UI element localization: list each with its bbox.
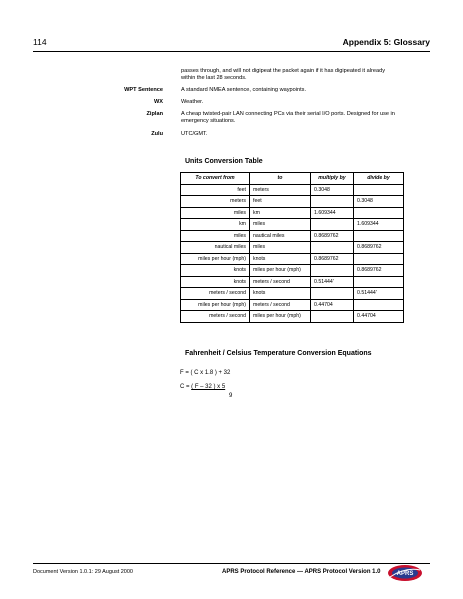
table-cell: meters bbox=[250, 184, 311, 196]
table-cell: km bbox=[181, 219, 250, 231]
equation-c-prefix: C = bbox=[180, 384, 192, 390]
column-header: to bbox=[250, 173, 311, 185]
glossary-definition: emergency situations. bbox=[181, 118, 236, 124]
table-cell bbox=[311, 242, 354, 254]
table-cell: meters / second bbox=[181, 288, 250, 300]
table-cell: nautical miles bbox=[250, 230, 311, 242]
equation-c bbox=[180, 384, 225, 390]
glossary-term: Ziplan bbox=[146, 111, 163, 117]
table-row bbox=[181, 276, 404, 288]
table-cell: 0.8689762 bbox=[354, 242, 404, 254]
table-row bbox=[181, 265, 404, 277]
table-cell: 0.51444' bbox=[311, 276, 354, 288]
glossary-entry bbox=[33, 87, 430, 95]
table-cell: knots bbox=[181, 265, 250, 277]
equation-c-numerator: ( F – 32 ) x 5 bbox=[191, 384, 226, 390]
table-cell: miles per hour (mph) bbox=[250, 311, 311, 323]
table-cell: meters / second bbox=[250, 299, 311, 311]
table-row bbox=[181, 207, 404, 219]
table-cell: feet bbox=[250, 196, 311, 208]
footer-rule bbox=[33, 563, 430, 564]
table-cell: 0.8689762 bbox=[311, 253, 354, 265]
table-cell bbox=[354, 299, 404, 311]
table-cell: meters / second bbox=[181, 311, 250, 323]
table-cell: meters bbox=[181, 196, 250, 208]
table-cell: feet bbox=[181, 184, 250, 196]
header-rule bbox=[33, 51, 430, 52]
units-table-title: Units Conversion Table bbox=[185, 158, 263, 165]
table-cell: miles per hour (mph) bbox=[250, 265, 311, 277]
table-cell: km bbox=[250, 207, 311, 219]
table-row bbox=[181, 299, 404, 311]
continuation-line: within the last 28 seconds. bbox=[181, 75, 247, 81]
table-cell: miles bbox=[250, 242, 311, 254]
table-cell: miles per hour (mph) bbox=[181, 253, 250, 265]
table-row bbox=[181, 253, 404, 265]
table-row bbox=[181, 288, 404, 300]
glossary-definition: Weather. bbox=[181, 99, 204, 105]
table-row bbox=[181, 242, 404, 254]
units-conversion-table bbox=[180, 172, 404, 323]
column-header: To convert from bbox=[181, 173, 250, 185]
table-cell: miles bbox=[250, 219, 311, 231]
glossary-entry bbox=[33, 99, 430, 107]
temperature-title: Fahrenheit / Celsius Temperature Conversion Equations bbox=[185, 350, 372, 357]
table-cell: knots bbox=[181, 276, 250, 288]
table-row bbox=[181, 196, 404, 208]
table-row bbox=[181, 219, 404, 231]
table-cell: 0.8689762 bbox=[311, 230, 354, 242]
table-row bbox=[181, 311, 404, 323]
logo-text: APRS bbox=[396, 571, 414, 577]
document-version: Document Version 1.0.1: 29 August 2000 bbox=[33, 569, 133, 575]
table-cell: knots bbox=[250, 253, 311, 265]
table-cell bbox=[354, 207, 404, 219]
table-cell: 0.8689762 bbox=[354, 265, 404, 277]
aprs-logo bbox=[387, 564, 423, 582]
continuation-line: passes through, and will not digipeat the packet again if it has digipeated it already bbox=[181, 68, 385, 74]
table-cell bbox=[354, 184, 404, 196]
equation-c-denominator: 9 bbox=[229, 393, 233, 399]
footer-title: APRS Protocol Reference — APRS Protocol Version 1.0 bbox=[222, 569, 381, 575]
glossary-continuation bbox=[33, 68, 430, 88]
table-row bbox=[181, 184, 404, 196]
glossary-definition: A standard NMEA sentence, containing waypoints. bbox=[181, 87, 307, 93]
table-cell: miles per hour (mph) bbox=[181, 299, 250, 311]
table-cell: 0.44704 bbox=[354, 311, 404, 323]
table-cell bbox=[354, 253, 404, 265]
page-number: 114 bbox=[33, 37, 47, 47]
table-header-row bbox=[181, 173, 404, 185]
glossary-definition: A cheap twisted-pair LAN connecting PCs via their serial I/O ports. Designed for use in bbox=[181, 111, 395, 117]
column-header: multiply by bbox=[311, 173, 354, 185]
glossary-definition: UTC/GMT. bbox=[181, 131, 208, 137]
table-cell bbox=[311, 288, 354, 300]
equation-f: F = ( C x 1.8 ) + 32 bbox=[180, 370, 231, 376]
table-row bbox=[181, 230, 404, 242]
table-cell bbox=[354, 230, 404, 242]
table-cell: 0.44704 bbox=[311, 299, 354, 311]
section-title: Appendix 5: Glossary bbox=[342, 37, 430, 47]
table-cell bbox=[311, 196, 354, 208]
glossary-term: WPT Sentence bbox=[124, 87, 163, 93]
table-cell: miles bbox=[181, 230, 250, 242]
table-cell: 0.51444' bbox=[354, 288, 404, 300]
table-cell: 1.609344 bbox=[311, 207, 354, 219]
table-cell: 0.3048 bbox=[311, 184, 354, 196]
table-cell bbox=[311, 311, 354, 323]
table-cell: meters / second bbox=[250, 276, 311, 288]
glossary-term: Zulu bbox=[151, 131, 163, 137]
glossary-entry bbox=[33, 131, 430, 139]
glossary-term: WX bbox=[153, 99, 163, 105]
table-cell: nautical miles bbox=[181, 242, 250, 254]
column-header: divide by bbox=[354, 173, 404, 185]
table-cell: knots bbox=[250, 288, 311, 300]
table-cell: miles bbox=[181, 207, 250, 219]
glossary-entry bbox=[33, 111, 430, 127]
table-cell: 1.609344 bbox=[354, 219, 404, 231]
table-cell: 0.3048 bbox=[354, 196, 404, 208]
table-cell bbox=[354, 276, 404, 288]
table-cell bbox=[311, 265, 354, 277]
table-cell bbox=[311, 219, 354, 231]
